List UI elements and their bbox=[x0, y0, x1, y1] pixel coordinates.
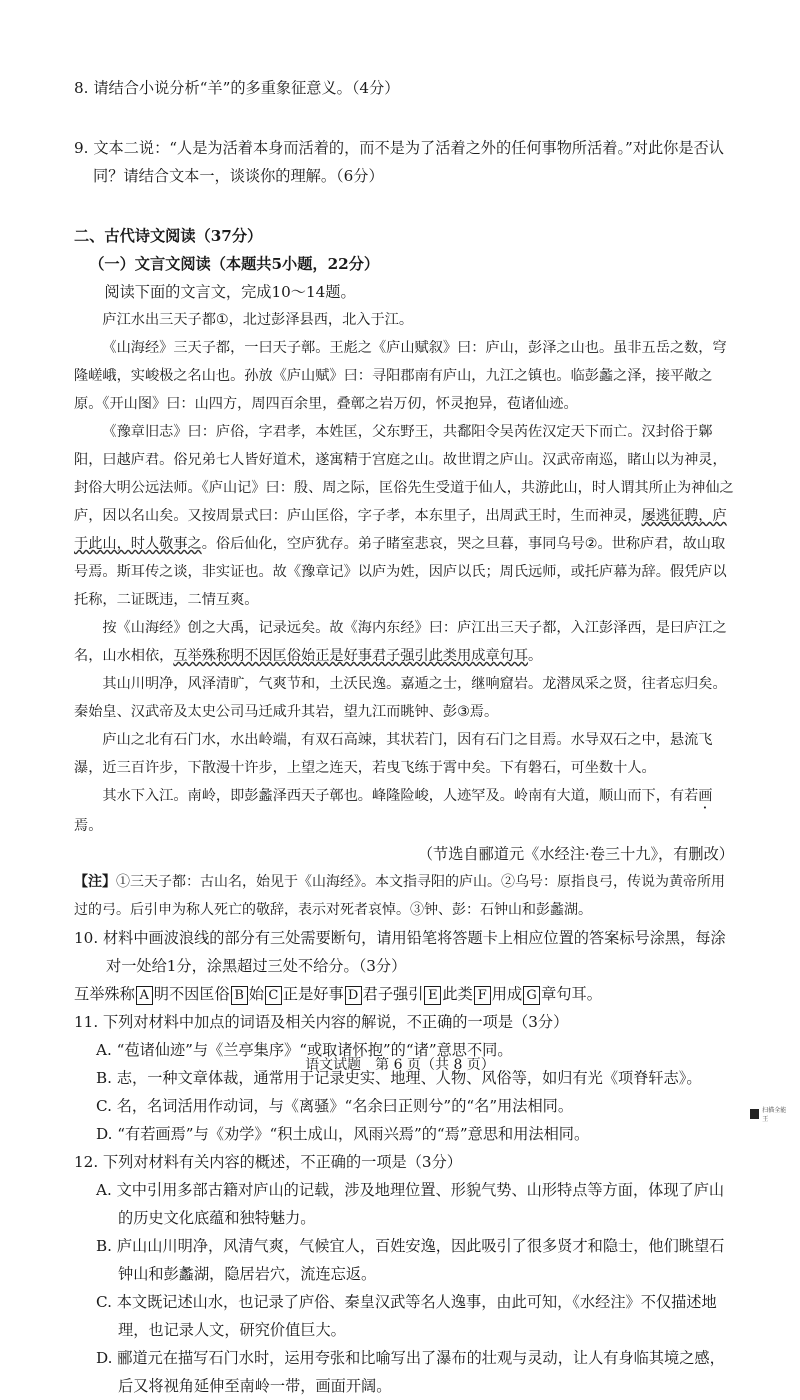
option-b: B. 志，一种文章体裁，通常用于记录史实、地理、人物、风俗等，如归有光《项脊轩志》。 bbox=[96, 1069, 702, 1087]
instruction: 阅读下面的文言文，完成10～14题。 bbox=[104, 283, 356, 301]
break-mark: F bbox=[474, 986, 491, 1005]
passage-paragraph: 《山海经》三天子都，一曰天子鄣。王彪之《庐山赋叙》曰：庐山，彭泽之山也。虽非五岳之数，穹隆嵯峨，实峻极之名山也。孙放《庐山赋》曰：寻阳郡南有庐山，九江之镇也。临彭蠡之泽，接平敞之原。《开山图》曰：山四方，周四百余里，叠鄣之岩万仞，怀灵抱异，苞诸仙迹。 bbox=[74, 340, 727, 412]
passage-paragraph: 《豫章旧志》曰：庐俗，字君孝，本姓匡，父东野王，共鄱阳令吴芮佐汉定天下而亡。汉封俗于鄡阳，曰越庐君。俗兄弟七人皆好道术，遂寓精于宫庭之山。故世谓之庐山。汉武帝南巡，睹山以为神灵，封俗大明公远法师。《庐山记》曰：殷、周之际，匡俗先生受道于仙人，共游此山，时人谓其所止为神仙之庐，因以名山矣。又按周景式曰：庐山匡俗，字子孝，本东里子，出周武王时，生而神灵，屡逃征聘，庐于此山，时人敬事之。俗后仙化，空庐犹存。弟子睹室悲哀，哭之旦暮，事同乌号②。世称庐君，故山取号焉。斯耳传之谈，非实证也。故《豫章记》以庐为姓，因庐以氏；周氏远师，或托庐幕为辞。假凭庐以托称，二证既违，二情互爽。 bbox=[74, 424, 734, 608]
question-11: 11. 下列对材料中加点的词语及相关内容的解说，不正确的一项是（3分） bbox=[74, 1013, 569, 1031]
subsection-heading: （一）文言文阅读（本题共5小题，22分） bbox=[89, 255, 380, 273]
passage-paragraph: 庐山之北有石门水，水出岭端，有双石高竦，其状若门，因有石门之目焉。水导双石之中，悬流飞瀑，近三百许步，下散漫十许步，上望之连天，若曳飞练于霄中矣。下有磐石，可坐数十人。 bbox=[74, 732, 713, 776]
passage-paragraph: 按《山海经》创之大禹，记录远矣。故《海内东经》曰：庐江出三天子都，入江彭泽西，是曰庐江之名，山水相依，互举殊称明不因匡俗始正是好事君子强引此类用成章句耳。 bbox=[74, 620, 727, 664]
question-9: 9. 文本二说：“人是为活着本身而活着的，而不是为了活着之外的任何事物所活着。”对此你是否认同？请结合文本一，谈谈你的理解。（6分） bbox=[74, 139, 724, 185]
qr-code-icon bbox=[750, 1109, 759, 1119]
classical-passage bbox=[74, 306, 738, 840]
passage-paragraph: 其水下入江。南岭，即彭蠡泽西天子鄣也。峰隆险峻，人迹罕及。岭南有大道，顺山而下，有若画焉。 bbox=[74, 788, 713, 834]
break-mark: D bbox=[345, 986, 362, 1005]
underlined-sentence: 屡逃征聘，庐于此山，时人敬事之 bbox=[74, 508, 727, 552]
question-12: 12. 下列对材料有关内容的概述，不正确的一项是（3分） bbox=[74, 1153, 462, 1171]
break-mark: C bbox=[265, 986, 282, 1005]
q10-segmented-sentence: 互举殊称 A 明不因匡俗 B 始 C 正是好事 D 君子强引 E 此类 F 用成 G 章句耳。 bbox=[74, 985, 602, 1003]
option-b: B. 庐山山川明净，风清气爽，气候宜人，百姓安逸，因此吸引了很多贤才和隐士，他们眺望石钟山和彭蠡湖，隐居岩穴，流连忘返。 bbox=[96, 1237, 725, 1283]
wavy-line-sentence: 互举殊称明不因匡俗始正是好事君子强引此类用成章句耳 bbox=[173, 648, 529, 664]
option-d: D. 郦道元在描写石门水时，运用夸张和比喻写出了瀑布的壮观与灵动，让人有身临其境之感，后又将视角延伸至南岭一带，画面开阔。 bbox=[96, 1349, 725, 1395]
break-mark: B bbox=[231, 986, 248, 1005]
break-mark: G bbox=[523, 986, 540, 1005]
q11-options bbox=[74, 1036, 738, 1148]
dotted-word: 画 bbox=[698, 788, 713, 804]
annotation: 【注】①三天子都：古山名，始见于《山海经》。本文指寻阳的庐山。②乌号：原指良弓，传说为黄帝所用过的弓。后引申为称人死亡的敬辞，表示对死者哀悼。③钟、彭：石钟山和彭蠡湖。 bbox=[74, 874, 725, 918]
option-c: C. 本文既记述山水，也记录了庐俗、秦皇汉武等名人逸事，由此可知，《水经注》不仅描述地理，也记录人文，研究价值巨大。 bbox=[96, 1293, 717, 1339]
passage-paragraph: 其山川明净，风泽清旷，气爽节和，土沃民逸。嘉遁之士，继响窟岩。龙潜凤采之贤，往者忘归矣。秦始皇、汉武帝及太史公司马迁咸升其岩，望九江而眺钟、彭③焉。 bbox=[74, 676, 727, 720]
exam-page bbox=[74, 74, 738, 1400]
option-c: C. 名，名词活用作动词，与《离骚》“名余曰正则兮”的“名”用法相同。 bbox=[96, 1097, 574, 1115]
section-heading: 二、古代诗文阅读（37分） bbox=[74, 227, 263, 245]
question-10: 10. 材料中画波浪线的部分有三处需要断句，请用铅笔将答题卡上相应位置的答案标号涂黑，每涂对一处给1分，涂黑超过三处不给分。（3分） bbox=[74, 929, 726, 975]
page-footer: 语文试题 第 6 页（共 8 页） bbox=[305, 1057, 495, 1073]
option-a: A. “苞诸仙迹”与《兰亭集序》“或取诸怀抱”的“诸”意思不同。 bbox=[96, 1041, 513, 1059]
scanner-watermark: 扫描全能王 bbox=[750, 1108, 790, 1120]
q12-options bbox=[74, 1176, 738, 1400]
passage-paragraph: 庐江水出三天子都①，北过彭泽县西，北入于江。 bbox=[102, 312, 414, 328]
source-citation: （节选自郦道元《水经注·卷三十九》，有删改） bbox=[417, 845, 734, 863]
break-mark: A bbox=[136, 986, 153, 1005]
option-d: D. “有若画焉”与《劝学》“积土成山，风雨兴焉”的“焉”意思和用法相同。 bbox=[96, 1125, 590, 1143]
option-a: A. 文中引用多部古籍对庐山的记载，涉及地理位置、形貌气势、山形特点等方面，体现了庐山的历史文化底蕴和独特魅力。 bbox=[96, 1181, 725, 1227]
question-8: 8. 请结合小说分析“羊”的多重象征意义。（4分） bbox=[74, 79, 400, 97]
break-mark: E bbox=[424, 986, 441, 1005]
